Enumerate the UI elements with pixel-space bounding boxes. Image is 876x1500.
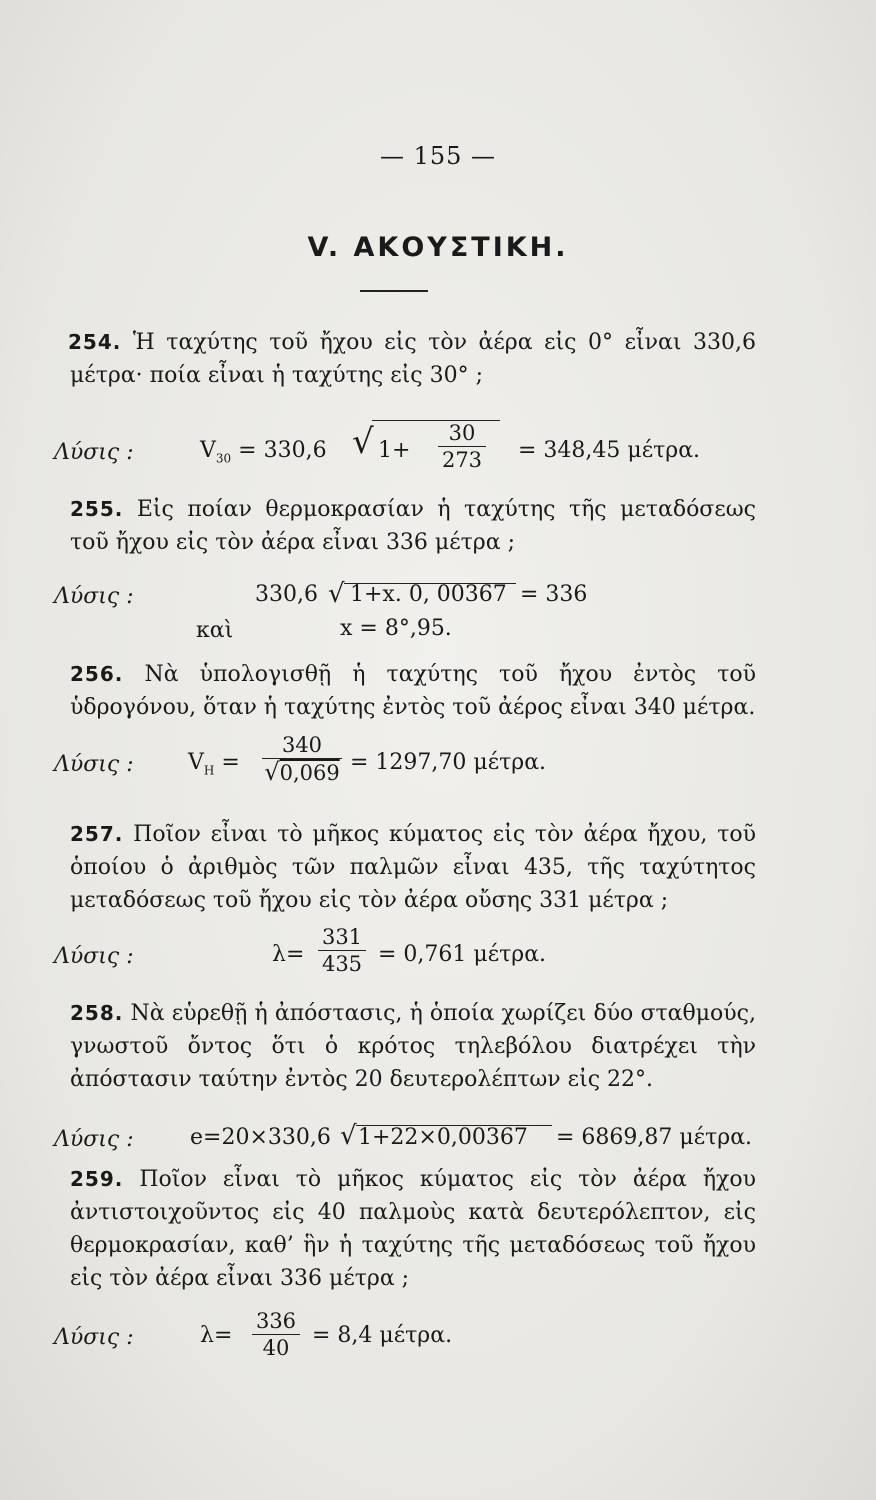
- formula-result: = 336: [520, 582, 588, 607]
- formula-result: x = 8°,95.: [340, 616, 452, 641]
- formula-inner: 1+x. 0, 00367: [350, 582, 507, 607]
- problem-text: Νὰ εὑρεθῇ ἡ ἀπόστασις, ἡ ὁποία χωρίζει δύο σταθμούς, γνωστοῦ ὄντος ὅτι ὁ κρότος τηλεβόλου διατρέχει τὴν ἀπόστασιν ταύτην ἐντὸς 20 δευτερολέπτων εἰς 22°.: [70, 1001, 756, 1092]
- solution-label: Λύσις :: [54, 440, 134, 465]
- formula-part: 330,6: [255, 582, 318, 607]
- formula-result: = 8,4 μέτρα.: [312, 1323, 453, 1348]
- problem-text: Ἡ ταχύτης τοῦ ἤχου εἰς τὸν ἀέρα εἰς 0° εἶναι 330,6 μέτρα· ποία εἶναι ἡ ταχύτης εἰς 30° ;: [70, 330, 757, 388]
- problem-text: Ποῖον εἶναι τὸ μῆκος κύματος εἰς τὸν ἀέρα ἤχου, τοῦ ὁποίου ὁ ἀριθμὸς τῶν παλμῶν εἶναι 435, τῆς ταχύτητος μεταδόσεως τοῦ ἤχου εἰς τὸν ἀέρα οὔσης 331 μέτρα ;: [70, 822, 756, 913]
- solution-label: Λύσις :: [54, 752, 134, 777]
- problem-258: [70, 997, 756, 1096]
- fraction: 331 435: [318, 924, 366, 977]
- problem-257: [70, 818, 756, 917]
- problem-number: 255.: [70, 497, 124, 521]
- formula-lhs: e=20×330,6: [190, 1125, 331, 1150]
- problem-254: [70, 326, 756, 392]
- formula-inner: 1+22×0,00367: [358, 1125, 528, 1150]
- problem-256: [70, 658, 756, 724]
- formula-lhs: λ=: [272, 942, 305, 967]
- formula-result: = 1297,70 μέτρα.: [350, 750, 547, 775]
- problem-259: [70, 1163, 756, 1295]
- problem-text: Ποῖον εἶναι τὸ μῆκος κύματος εἰς τὸν ἀέρα ἤχου ἀντιστοιχοῦντος εἰς 40 παλμοὺς κατὰ δευτερόλεπτον, εἰς θερμοκρασίαν, καθ’ ἣν ἡ ταχύτης τῆς μεταδόσεως τοῦ ἤχου εἰς τὸν ἀέρα εἶναι 336 μέτρα ;: [70, 1167, 756, 1291]
- solution-label: Λύσις :: [54, 944, 134, 969]
- title-divider: [360, 290, 428, 292]
- chapter-title: V. ΑΚΟΥΣΤΙΚΗ.: [307, 232, 569, 263]
- page-number: — 155 —: [379, 142, 497, 170]
- fraction: 336 40: [252, 1308, 300, 1361]
- sqrt-sign: √: [328, 579, 345, 609]
- problem-number: 254.: [68, 330, 122, 354]
- solution-label: Λύσις :: [54, 1127, 134, 1152]
- sqrt-sign: √: [352, 422, 374, 462]
- problem-text: Νὰ ὑπολογισθῇ ἡ ταχύτης τοῦ ἤχου ἐντὸς τοῦ ὑδρογόνου, ὅταν ἡ ταχύτης ἐντὸς τοῦ ἀέρος εἶναι 340 μέτρα.: [70, 662, 756, 720]
- solution-label: Λύσις :: [54, 584, 134, 609]
- formula-lhs: $V_{30} = 330,6$: [200, 438, 327, 466]
- solution-label: Λύσις :: [54, 1325, 134, 1350]
- formula-lhs: $V_H$ =: [188, 750, 240, 778]
- formula-result: = 0,761 μέτρα.: [378, 942, 547, 967]
- problem-number: 257.: [70, 822, 124, 846]
- problem-number: 258.: [70, 1001, 124, 1025]
- problem-number: 259.: [70, 1167, 124, 1191]
- formula-result: = 348,45 μέτρα.: [518, 438, 701, 463]
- problem-text: Εἰς ποίαν θερμοκρασίαν ἡ ταχύτης τῆς μεταδόσεως τοῦ ἤχου εἰς τὸν ἀέρα εἶναι 336 μέτρα ;: [70, 497, 756, 555]
- fraction: 30 273: [438, 420, 486, 473]
- problem-255: [70, 493, 756, 559]
- formula-lhs: λ=: [200, 1323, 233, 1348]
- fraction: 340 √0,069: [262, 732, 342, 786]
- problem-number: 256.: [70, 662, 124, 686]
- formula-result: = 6869,87 μέτρα.: [556, 1125, 753, 1150]
- formula-inner: 1+: [378, 438, 411, 463]
- and-word: καὶ: [196, 618, 234, 643]
- sqrt-sign: √: [340, 1121, 357, 1151]
